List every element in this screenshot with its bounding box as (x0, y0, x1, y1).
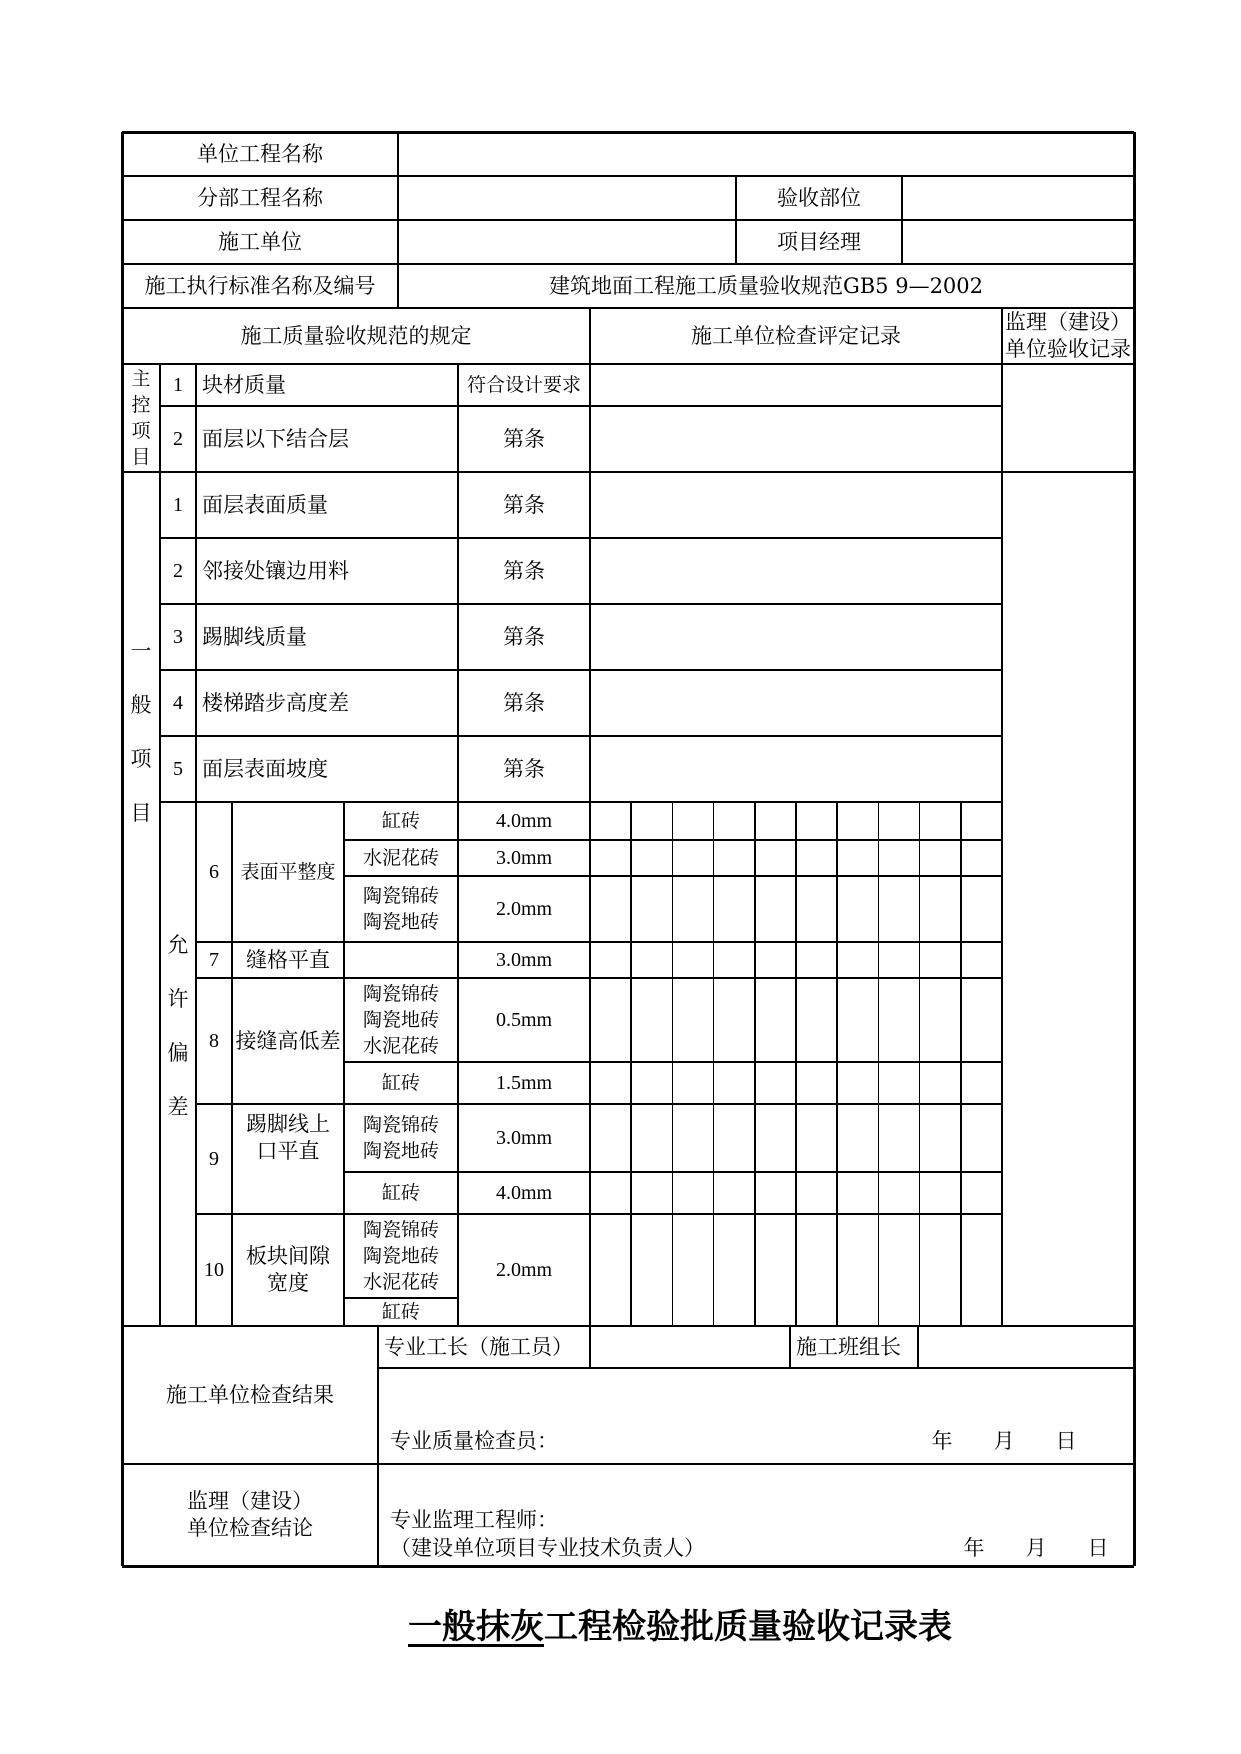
general-item-no: 2 (173, 559, 183, 582)
supervision-conclusion-label: 监理（建设） 单位检查结论 (187, 1489, 313, 1540)
main-item-no: 1 (173, 373, 183, 396)
team-leader-label: 施工班组长 (796, 1334, 901, 1359)
standard-value: 建筑地面工程施工质量验收规范GB5 9—2002 (548, 273, 984, 298)
general-item-ref: 第条 (503, 624, 545, 649)
tolerance-value: 0.5mm (495, 1008, 553, 1031)
grid-line (630, 802, 632, 1326)
deviation-item-no: 9 (209, 1147, 219, 1170)
unit-project-name-label: 单位工程名称 (197, 141, 323, 166)
general-item-name: 面层表面质量 (202, 492, 328, 517)
foreman-label: 专业工长（施工员） (384, 1334, 573, 1359)
record-column-header: 施工单位检查评定记录 (691, 323, 901, 348)
grid-line (960, 802, 962, 1326)
main-item-no: 2 (173, 427, 183, 450)
sub-project-name-label: 分部工程名称 (197, 185, 323, 210)
year-label: 年 (963, 1535, 985, 1560)
material-cell: 陶瓷锦砖 陶瓷地砖 (362, 1114, 439, 1162)
acceptance-record-form (122, 132, 1134, 1566)
month-label: 月 (1025, 1535, 1047, 1560)
title-underlined-part: 一般抹灰 (408, 1606, 544, 1647)
general-item-ref: 第条 (503, 558, 545, 583)
day-label: 日 (1087, 1535, 1109, 1560)
title-rest: 工程检验批质量验收记录表 (544, 1606, 952, 1647)
grid-line (795, 802, 797, 1326)
tolerance-value: 3.0mm (495, 1126, 553, 1149)
standard-label: 施工执行标准名称及编号 (144, 273, 376, 298)
supervision-column-header: 监理（建设） 单位验收记录 (1005, 310, 1131, 361)
material-cell: 水泥花砖 (362, 847, 439, 869)
tolerance-value: 4.0mm (495, 809, 553, 832)
grid-line (836, 802, 838, 1326)
deviation-item-name: 接缝高低差 (235, 1028, 341, 1053)
grid-line (1002, 471, 1134, 473)
tolerance-value: 2.0mm (495, 897, 553, 920)
material-cell: 陶瓷锦砖 陶瓷地砖 (362, 885, 439, 933)
grid-line (713, 802, 715, 1326)
tolerance-value: 3.0mm (495, 846, 553, 869)
tolerance-value: 2.0mm (495, 1258, 553, 1281)
general-item-no: 3 (173, 625, 183, 648)
tolerance-value: 1.5mm (495, 1071, 553, 1094)
deviation-item-name: 缝格平直 (246, 947, 330, 972)
day-label: 日 (1055, 1428, 1077, 1453)
construction-unit-label: 施工单位 (218, 229, 302, 254)
month-label: 月 (993, 1428, 1015, 1453)
general-item-name: 楼梯踏步高度差 (202, 690, 349, 715)
material-cell: 缸砖 (381, 1072, 420, 1094)
inspection-result-label: 施工单位检查结果 (166, 1382, 334, 1407)
deviation-item-name: 板块间隙 宽度 (246, 1244, 330, 1295)
deviation-item-name: 踢脚线上 口平直 (246, 1112, 330, 1163)
material-cell: 缸砖 (381, 1301, 420, 1323)
supervising-engineer-label: 专业监理工程师： (390, 1507, 558, 1532)
grid-line (919, 802, 921, 1326)
general-item-no: 5 (173, 757, 183, 780)
deviation-item-no: 7 (209, 948, 219, 971)
main-item-ref: 第条 (503, 426, 545, 451)
tolerance-value: 3.0mm (495, 948, 553, 971)
grid-line (754, 802, 756, 1326)
main-item-name: 面层以下结合层 (202, 426, 349, 451)
general-item-ref: 第条 (503, 492, 545, 517)
main-item-name: 块材质量 (202, 372, 286, 397)
year-label: 年 (931, 1428, 953, 1453)
project-manager-label: 项目经理 (777, 229, 861, 254)
quality-inspector-label: 专业质量检查员： (390, 1428, 558, 1453)
tolerance-value: 4.0mm (495, 1181, 553, 1204)
general-items-label: 一 般 项 目 (130, 638, 152, 825)
deviation-label: 允 许 偏 差 (167, 933, 189, 1119)
deviation-item-name: 表面平整度 (240, 861, 336, 883)
grid-line (1001, 364, 1003, 1326)
general-item-name: 踢脚线质量 (202, 624, 307, 649)
material-cell: 陶瓷锦砖 陶瓷地砖 水泥花砖 (362, 1219, 439, 1293)
general-item-name: 面层表面坡度 (202, 756, 328, 781)
acceptance-part-label: 验收部位 (777, 185, 861, 210)
deviation-item-no: 8 (209, 1029, 219, 1052)
deviation-item-no: 6 (209, 860, 219, 883)
material-cell: 陶瓷锦砖 陶瓷地砖 水泥花砖 (362, 983, 439, 1057)
general-item-ref: 第条 (503, 756, 545, 781)
general-item-no: 1 (173, 493, 183, 516)
spec-column-header: 施工质量验收规范的规定 (240, 323, 472, 348)
material-cell: 缸砖 (381, 810, 420, 832)
grid-line (878, 802, 880, 1326)
general-item-ref: 第条 (503, 690, 545, 715)
owner-rep-label: （建设单位项目专业技术负责人） (390, 1535, 705, 1560)
main-item-ref: 符合设计要求 (466, 374, 581, 396)
material-cell: 缸砖 (381, 1182, 420, 1204)
general-item-name: 邻接处镶边用料 (202, 558, 349, 583)
document-title (400, 1598, 960, 1648)
deviation-item-no: 10 (204, 1258, 224, 1281)
grid-line (672, 802, 674, 1326)
general-item-no: 4 (173, 691, 183, 714)
main-items-label: 主 控 项 目 (131, 368, 151, 468)
